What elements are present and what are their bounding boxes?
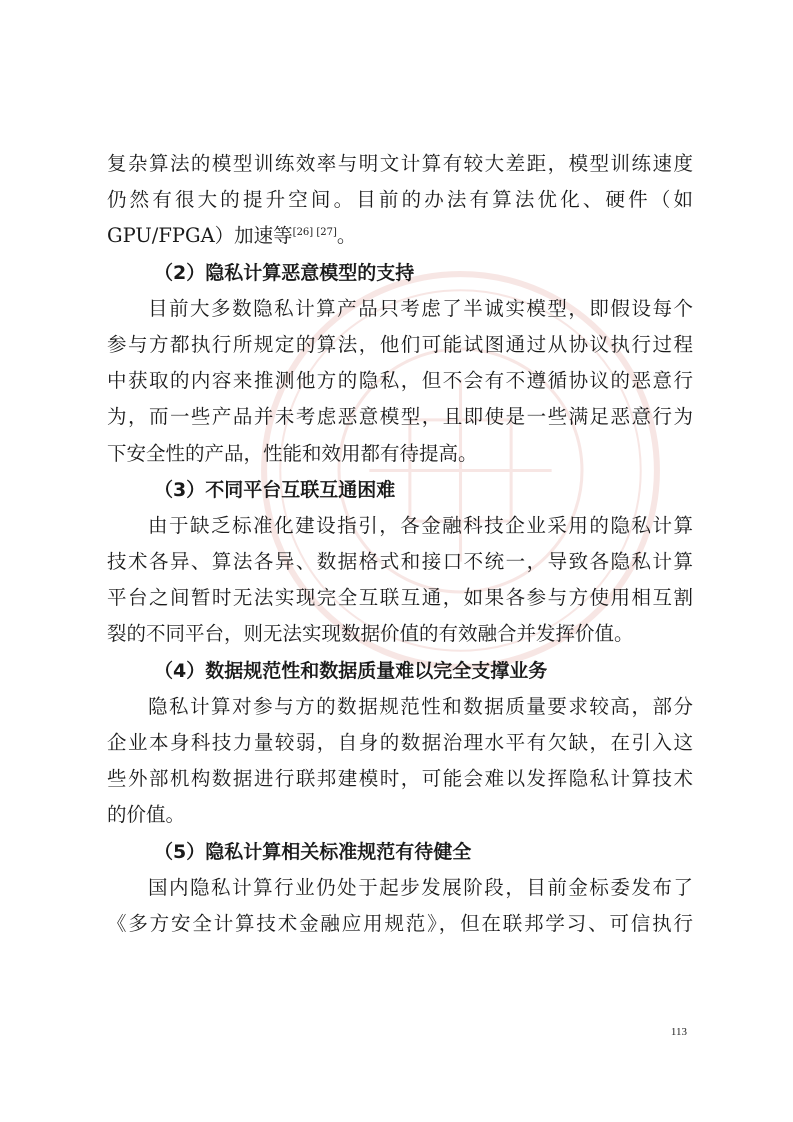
text-line: 为，而一些产品并未考虑恶意模型，且即使是一些满足恶意行为: [107, 405, 693, 429]
text-line: 参与方都执行所规定的算法，他们可能试图通过从协议执行过程: [107, 332, 693, 356]
section-heading: （4）数据规范性和数据质量难以完全支撑业务: [154, 659, 548, 682]
citation-ref: [26] [27]: [292, 227, 337, 239]
document-body: [107, 146, 693, 942]
text-line: GPU/FPGA）加速等[26] [27]。: [107, 224, 357, 248]
text-line: 裂的不同平台，则无法实现数据价值的有效融合并发挥价值。: [107, 622, 634, 646]
text-line: 技术各异、算法各异、数据格式和接口不统一，导致各隐私计算: [107, 550, 693, 574]
text-line: 隐私计算对参与方的数据规范性和数据质量要求较高，部分: [148, 694, 693, 718]
page-number: 113: [670, 1026, 687, 1038]
text-line: 复杂算法的模型训练效率与明文计算有较大差距，模型训练速度: [107, 152, 693, 175]
text-line: 《多方安全计算技术金融应用规范》，但在联邦学习、可信执行: [107, 911, 693, 935]
text-line: 由于缺乏标准化建设指引，各金融科技企业采用的隐私计算: [148, 513, 693, 537]
text-line: 企业本身科技力量较弱，自身的数据治理水平有欠缺，在引入这: [107, 731, 693, 754]
text-line: 的价值。: [107, 803, 186, 827]
text-line: 国内隐私计算行业仍处于起步发展阶段，目前金标委发布了: [148, 875, 693, 899]
text-line: 平台之间暂时无法实现完全互联互通，如果各参与方使用相互割: [107, 586, 693, 610]
text-line: 些外部机构数据进行联邦建模时，可能会难以发挥隐私计算技术: [107, 767, 693, 791]
text-line: 仍然有很大的提升空间。目前的办法有算法优化、硬件（如: [107, 188, 693, 212]
section-heading: （2）隐私计算恶意模型的支持: [154, 261, 415, 284]
section-heading: （3）不同平台互联互通困难: [154, 478, 396, 501]
text-line: 目前大多数隐私计算产品只考虑了半诚实模型，即假设每个: [148, 296, 693, 320]
text-line: 下安全性的产品，性能和效用都有待提高。: [107, 441, 478, 465]
text-line: 中获取的内容来推测他方的隐私，但不会有不遵循协议的恶意行: [107, 369, 693, 393]
section-heading: （5）隐私计算相关标准规范有待健全: [154, 840, 472, 863]
